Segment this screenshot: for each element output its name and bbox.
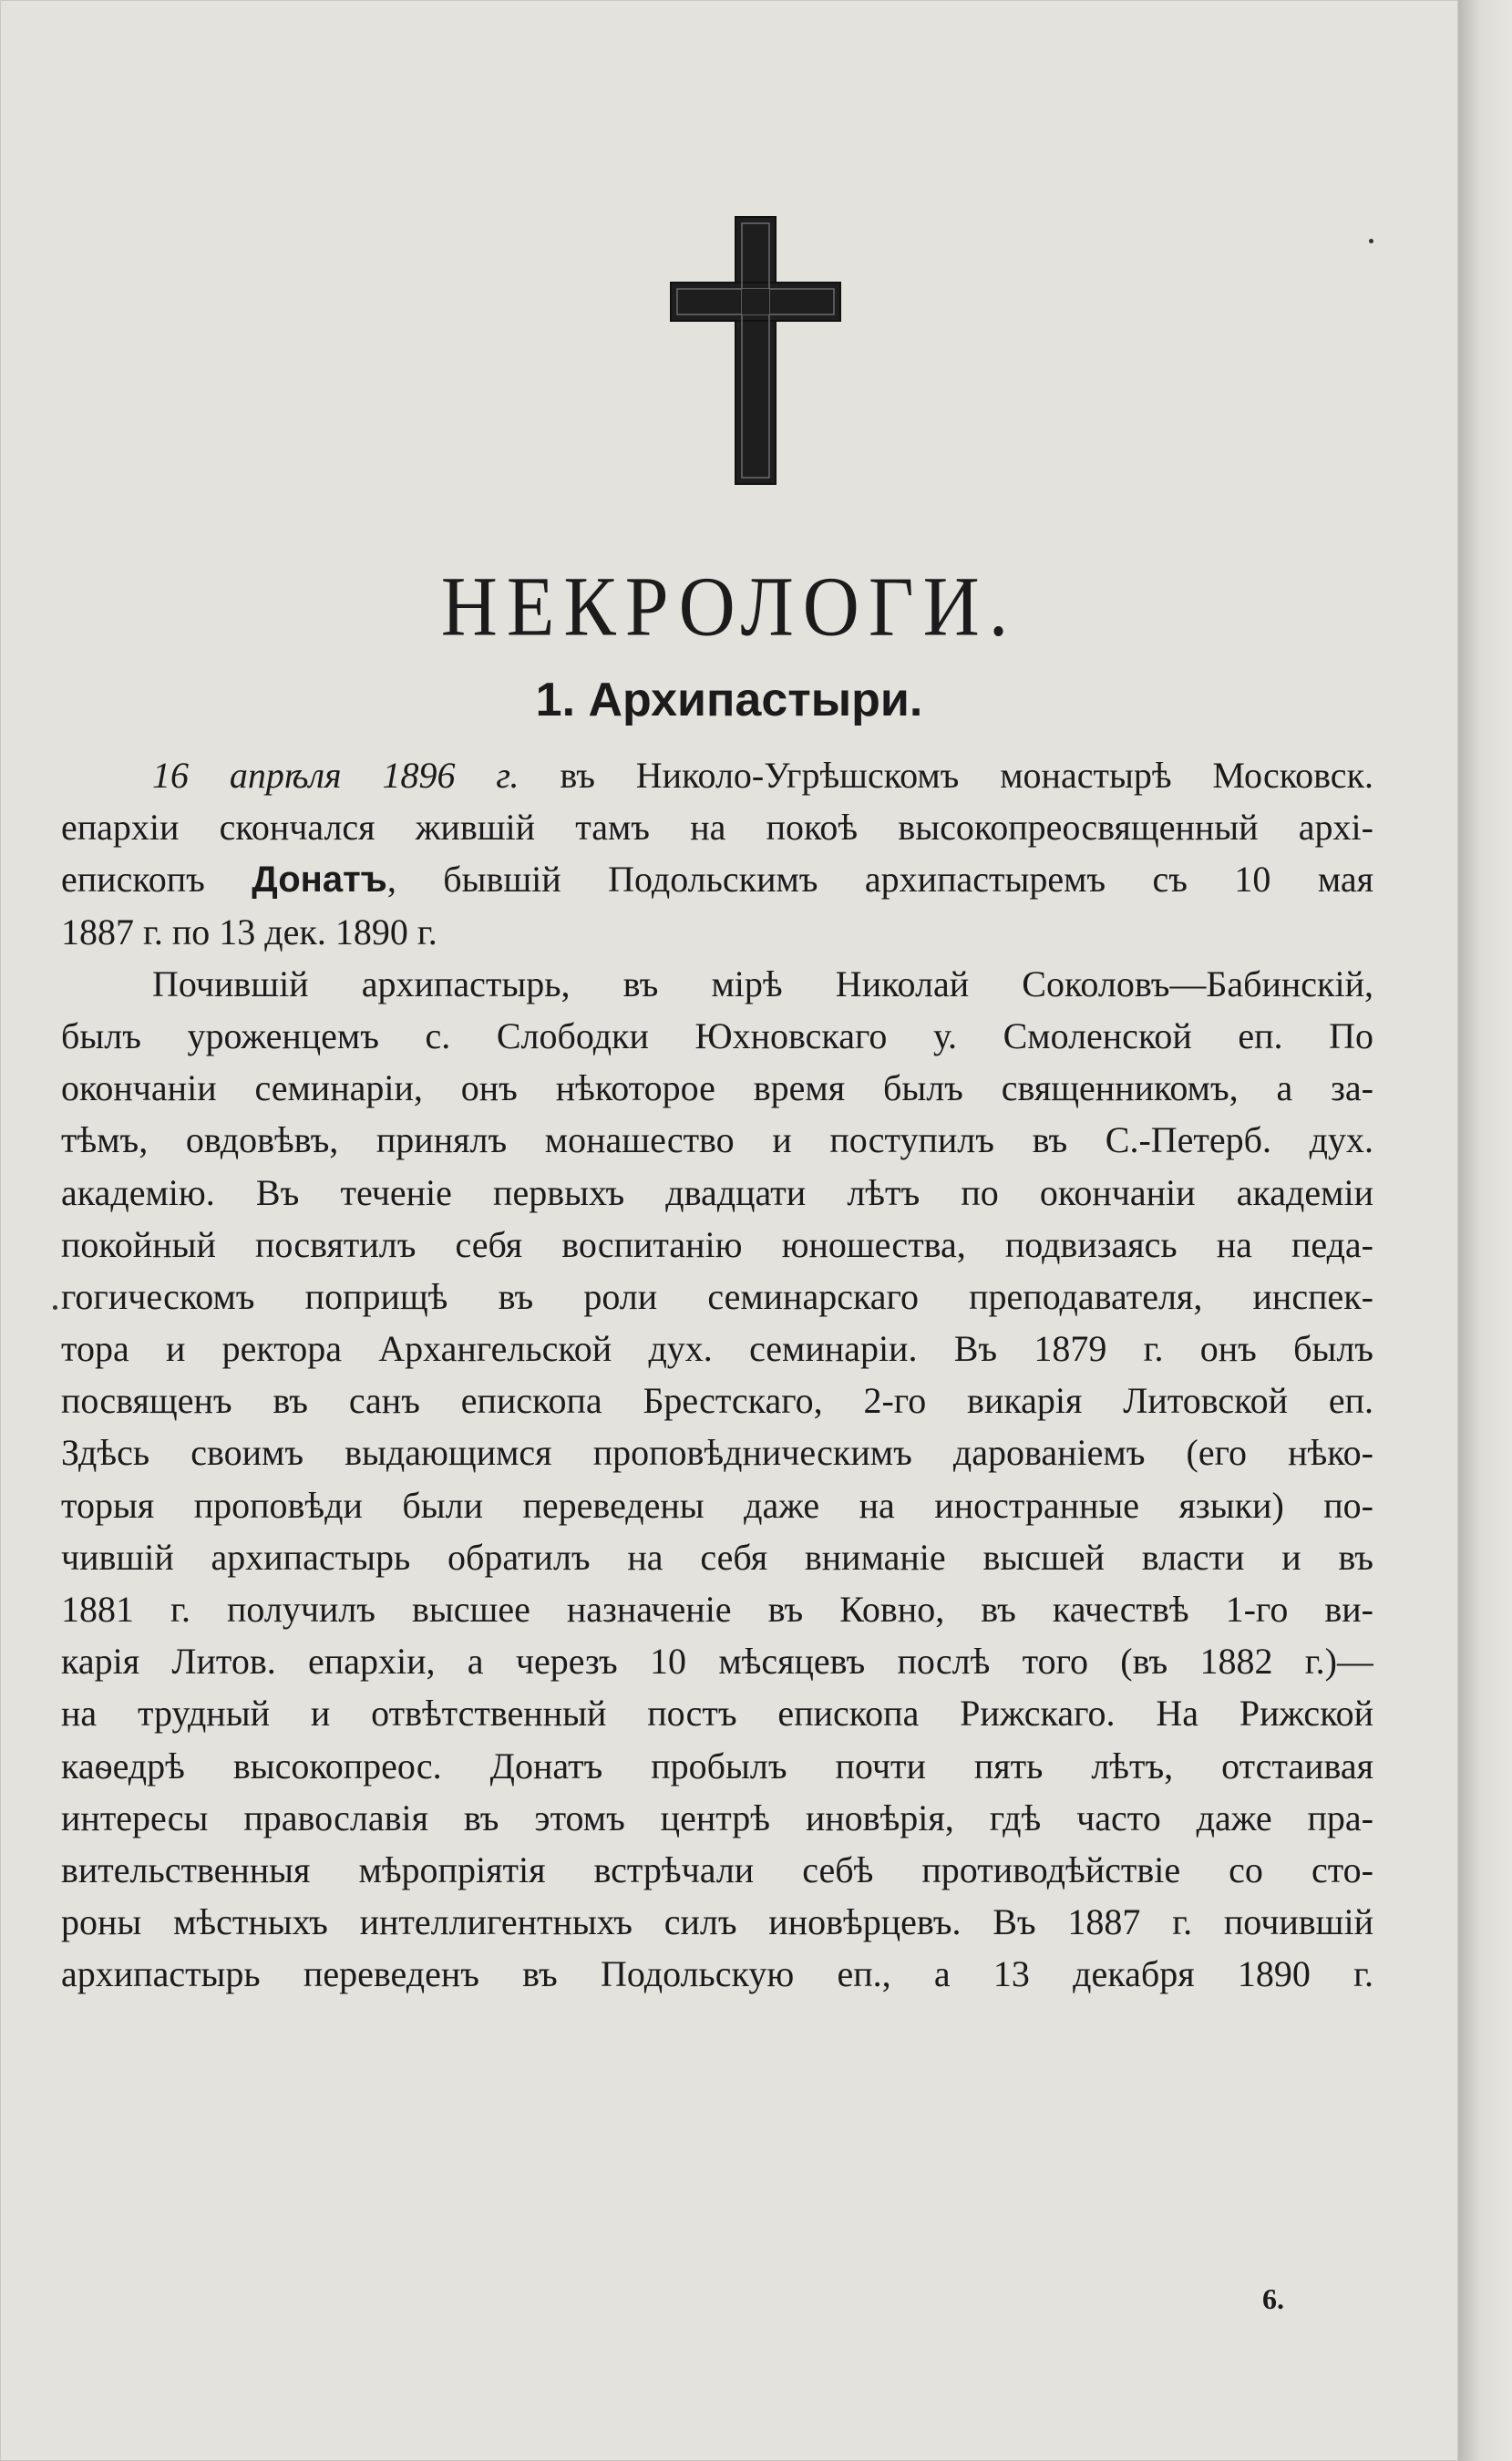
text-line: интересы православія въ этомъ центрѣ иновѣрія, гдѣ часто даже пра- xyxy=(61,1797,1373,1838)
line-text: , бывшій Подольскимъ архипастыремъ съ 10 мая xyxy=(386,859,1373,901)
text-line: гогическомъ поприщѣ въ роли семинарскаго преподавателя, инспек- xyxy=(61,1275,1373,1317)
date-text: 16 апрѣля 1896 г. xyxy=(152,755,519,796)
text-line: тора и ректора Архангельской дух. семинаріи. Въ 1879 г. онъ былъ xyxy=(61,1328,1373,1370)
text-line: покойный посвятилъ себя воспитанію юношества, подвизаясь на педа- xyxy=(61,1223,1373,1265)
text-line: на трудный и отвѣтственный постъ епископа Рижскаго. На Рижской xyxy=(61,1693,1373,1735)
text-line: академію. Въ теченіе первыхъ двадцати лѣтъ по окончаніи академіи xyxy=(61,1171,1373,1213)
text-line: карія Литов. епархіи, а черезъ 10 мѣсяцевъ послѣ того (въ 1882 г.)— xyxy=(61,1641,1373,1683)
text-line: посвященъ въ санъ епископа Брестскаго, 2-го викарія Литовской еп. xyxy=(61,1380,1373,1422)
text-line: тѣмъ, овдовѣвъ, принялъ монашество и поступилъ въ С.-Петерб. дух. xyxy=(61,1119,1373,1161)
section-heading: 1. Архипастыри. xyxy=(535,674,923,726)
text-line: 1887 г. по 13 дек. 1890 г. xyxy=(61,911,437,952)
cross-icon xyxy=(665,211,846,489)
text-line: архипастырь переведенъ въ Подольскую еп., а 13 декабря 1890 г. xyxy=(61,1953,1373,1995)
text-line: епархіи скончался жившій тамъ на покоѣ высокопреосвященный архі- xyxy=(61,807,1373,849)
page-title: НЕКРОЛОГИ. xyxy=(440,559,1018,654)
line-text: епископъ xyxy=(61,859,252,901)
text-line: торыя проповѣди были переведены даже на иностранные языки) по- xyxy=(61,1484,1373,1526)
signature-mark: 6. xyxy=(1262,2282,1284,2315)
text-line: вительственныя мѣропріятія встрѣчали себѣ противодѣйствіе со сто- xyxy=(61,1848,1373,1890)
name-donat: Донатъ xyxy=(252,860,387,901)
text-line: роны мѣстныхъ интеллигентныхъ силъ иновѣрцевъ. Въ 1887 г. почившій xyxy=(61,1901,1373,1943)
text-line xyxy=(61,749,1373,801)
line-text: въ Николо-Угрѣшскомъ монастырѣ Московск. xyxy=(519,755,1373,796)
text-line: окончаніи семинаріи, онъ нѣкоторое время былъ священникомъ, а за- xyxy=(61,1067,1373,1109)
ink-speck xyxy=(1369,239,1373,243)
obituary-text xyxy=(61,749,1373,2001)
text-line xyxy=(61,853,1373,905)
text-line: 1881 г. получилъ высшее назначеніе въ Ковно, въ качествѣ 1-го ви- xyxy=(61,1589,1373,1630)
ink-speck xyxy=(53,1305,57,1310)
text-line: Здѣсь своимъ выдающимся проповѣдническимъ дарованіемъ (его нѣко- xyxy=(61,1432,1373,1474)
text-line: чившій архипастырь обратилъ на себя вниманіе высшей власти и въ xyxy=(61,1536,1373,1578)
text-line: былъ уроженцемъ с. Слободки Юхновскаго у. Смоленской еп. По xyxy=(61,1014,1373,1056)
book-gutter xyxy=(1458,0,1512,2461)
text-line: каѳедрѣ высокопреос. Донатъ пробылъ почти пять лѣтъ, отстаивая xyxy=(61,1745,1373,1787)
text-line: Почившій архипастырь, въ мірѣ Николай Соколовъ—Бабинскій, xyxy=(152,963,1373,1004)
